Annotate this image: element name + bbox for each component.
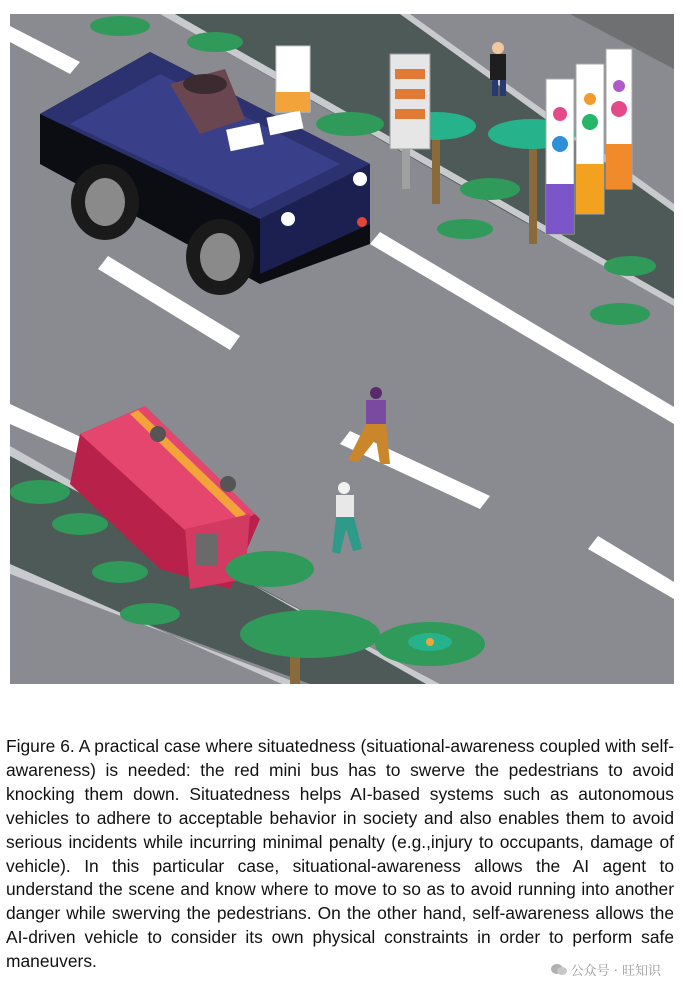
figure-caption: Figure 6. A practical case where situatedness (situational-awareness coupled with self-awareness) is needed: the red mini bus has to swerve the pedestrians to avoid knocking them down. Situatedness helps AI-based systems such as autonomous vehicles to adhere to acceptable behavior in society and also enables them to avoid serious incidents while incurring minimal penalty (e.g.,injury to occupants, damage of vehicle). In this particular case, situational-awareness allows the AI agent to understand the scene and know where to move to so as to avoid running into another danger while swerving the pedestrians. On the other hand, self-awareness allows the AI-driven vehicle to consider its own physical constraints in order to perform safe maneuvers. (6, 736, 674, 972)
wechat-icon (551, 964, 567, 976)
watermark (551, 960, 661, 979)
police-officer-icon (490, 42, 506, 96)
street-scene-illustration (10, 14, 674, 684)
figure-illustration (10, 14, 674, 684)
watermark-text: 公众号 · 旺知识 (570, 964, 661, 979)
